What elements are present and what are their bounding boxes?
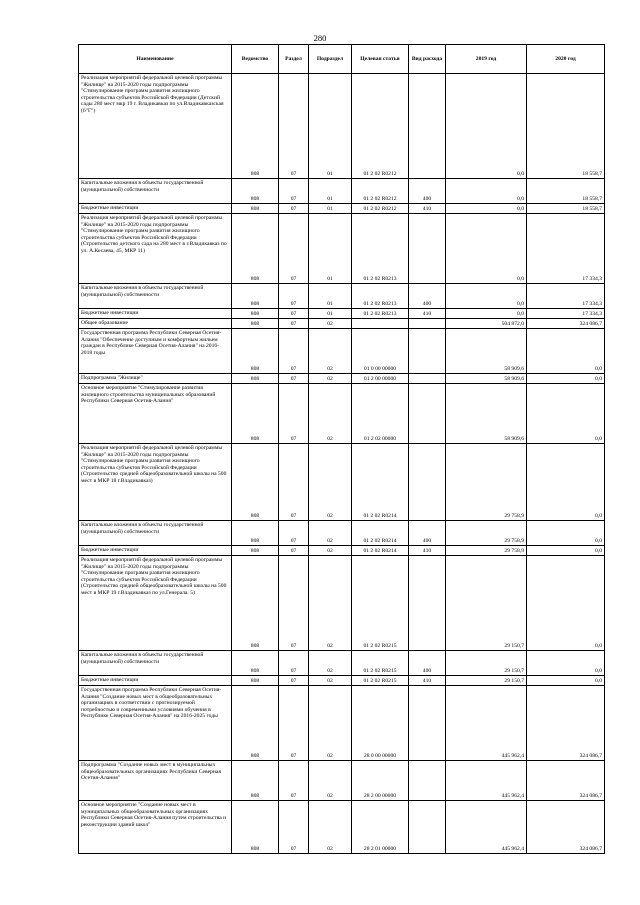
cell-target: 01 2 02 R0212	[352, 179, 409, 204]
cell-name: Государственная программа Республики Северная Осетия-Алания "Обеспечение доступным и комфортным жильем граждан в Республике Северная Осетия-Алания" на 2016-2018 годы	[79, 329, 232, 374]
cell-name: Капитальные вложения в объекты государственной (муниципальной) собственности	[79, 284, 232, 309]
table-row	[79, 521, 605, 546]
header-subsection: Подраздел	[309, 45, 352, 74]
cell-name: Реализация мероприятий федеральной целевой программы "Жилище" на 2015-2020 годы подпрограммы "Стимулирование программ развития жилищного строительства субъектов Российской Федерации (Детский сады 280 мест мкр 19 г. Владикавказ по ул.Владикавказская (6"Г")	[79, 74, 232, 179]
cell-2020: 324 086,7	[527, 761, 605, 801]
cell-subsection: 02	[309, 556, 352, 651]
cell-department: 808	[232, 556, 279, 651]
cell-subsection: 01	[309, 179, 352, 204]
cell-2019: 58 909,6	[446, 374, 527, 384]
cell-2020: 18 558,7	[527, 179, 605, 204]
cell-target: 01 2 02 00000	[352, 384, 409, 444]
cell-expense	[409, 801, 446, 854]
cell-section: 07	[279, 444, 309, 521]
cell-2020: 18 558,7	[527, 204, 605, 214]
cell-name: Реализация мероприятий федеральной целевой программы "Жилище" на 2015-2020 годы подпрограммы "Стимулирование программ развития жилищного строительства субъектов Российской Федерации (Строительство средней общеобразовательной школы на 500 мест в МКР 18 г.Владикавказ)	[79, 444, 232, 521]
cell-expense	[409, 686, 446, 761]
cell-subsection: 01	[309, 309, 352, 319]
cell-section: 07	[279, 284, 309, 309]
cell-section: 07	[279, 761, 309, 801]
cell-department: 808	[232, 74, 279, 179]
cell-section: 07	[279, 374, 309, 384]
cell-section: 07	[279, 214, 309, 284]
cell-subsection: 02	[309, 651, 352, 676]
cell-2020: 0,0	[527, 546, 605, 556]
cell-target: 01 2 02 R0212	[352, 74, 409, 179]
cell-2019: 29 150,7	[446, 651, 527, 676]
cell-department: 808	[232, 319, 279, 329]
cell-department: 808	[232, 676, 279, 686]
table-row	[79, 686, 605, 761]
cell-name: Капитальные вложения в объекты государственной (муниципальной) собственности	[79, 651, 232, 676]
cell-expense: 400	[409, 521, 446, 546]
cell-section: 07	[279, 546, 309, 556]
cell-2019: 504 872,0	[446, 319, 527, 329]
cell-section: 07	[279, 74, 309, 179]
cell-department: 808	[232, 214, 279, 284]
table-row	[79, 556, 605, 651]
cell-2020: 0,0	[527, 651, 605, 676]
cell-2019: 29 758,9	[446, 444, 527, 521]
cell-2019: 58 909,6	[446, 329, 527, 374]
cell-2019: 58 909,6	[446, 384, 527, 444]
cell-2020: 324 086,7	[527, 801, 605, 854]
cell-section: 07	[279, 319, 309, 329]
table-row	[79, 284, 605, 309]
page-number: 280	[313, 33, 327, 43]
table-row	[79, 676, 605, 686]
cell-2019: 445 962,4	[446, 761, 527, 801]
cell-expense	[409, 384, 446, 444]
cell-target: 01 2 02 R0213	[352, 284, 409, 309]
cell-2020: 324 086,7	[527, 319, 605, 329]
cell-expense	[409, 761, 446, 801]
cell-2019: 445 962,4	[446, 686, 527, 761]
cell-section: 07	[279, 801, 309, 854]
table-row	[79, 651, 605, 676]
cell-target: 01 2 02 R0215	[352, 556, 409, 651]
cell-name: Основное мероприятие "Стимулирование развития жилищного строительства муниципальных образований Республики Северная Осетия-Алания"	[79, 384, 232, 444]
cell-name: Основное мероприятие "Создание новых мест в муниципальных общеобразовательных организациях Республики Северная Осетия-Алания путем строительства и реконструкции зданий школ"	[79, 801, 232, 854]
cell-2020: 17 334,3	[527, 214, 605, 284]
cell-subsection: 02	[309, 374, 352, 384]
cell-expense: 410	[409, 204, 446, 214]
cell-department: 808	[232, 309, 279, 319]
table-row	[79, 374, 605, 384]
cell-department: 808	[232, 521, 279, 546]
cell-target: 01 2 02 R0213	[352, 214, 409, 284]
cell-expense: 410	[409, 676, 446, 686]
cell-section: 07	[279, 309, 309, 319]
table-row	[79, 319, 605, 329]
cell-subsection: 01	[309, 214, 352, 284]
cell-subsection: 02	[309, 801, 352, 854]
cell-2019: 29 758,9	[446, 546, 527, 556]
cell-name: Капитальные вложения в объекты государственной (муниципальной) собственности	[79, 521, 232, 546]
cell-name: Реализация мероприятий федеральной целевой программы "Жилище" на 2015-2020 годы подпрограммы "Стимулирование программ развития жилищного строительства субъектов Российской Федерации (Строительство детского сада на 280 мест в г.Владикавказ по ул. А.Кесаева, 45, МКР 11)	[79, 214, 232, 284]
cell-department: 808	[232, 374, 279, 384]
cell-name: Бюджетные инвестиции	[79, 204, 232, 214]
cell-subsection: 02	[309, 384, 352, 444]
table-row	[79, 384, 605, 444]
cell-2020: 0,0	[527, 676, 605, 686]
cell-expense	[409, 444, 446, 521]
cell-subsection: 02	[309, 546, 352, 556]
table-row	[79, 801, 605, 854]
cell-2019: 0,0	[446, 179, 527, 204]
cell-2020: 0,0	[527, 374, 605, 384]
cell-subsection: 01	[309, 284, 352, 309]
cell-target: 01 2 02 R0212	[352, 204, 409, 214]
cell-expense	[409, 556, 446, 651]
cell-target: 01 0 00 00000	[352, 329, 409, 374]
cell-2019: 0,0	[446, 284, 527, 309]
cell-expense	[409, 214, 446, 284]
header-2019: 2019 год	[446, 45, 527, 74]
table-row	[79, 329, 605, 374]
cell-2020: 18 558,7	[527, 74, 605, 179]
cell-section: 07	[279, 204, 309, 214]
cell-subsection: 02	[309, 686, 352, 761]
cell-section: 07	[279, 521, 309, 546]
cell-2020: 0,0	[527, 384, 605, 444]
table-row	[79, 74, 605, 179]
cell-department: 808	[232, 444, 279, 521]
cell-2020: 17 334,3	[527, 284, 605, 309]
header-target: Целевая статья	[352, 45, 409, 74]
cell-name: Бюджетные инвестиции	[79, 676, 232, 686]
cell-subsection: 02	[309, 676, 352, 686]
cell-department: 808	[232, 204, 279, 214]
header-section: Раздел	[279, 45, 309, 74]
cell-subsection: 02	[309, 521, 352, 546]
cell-2020: 17 334,3	[527, 309, 605, 319]
header-2020: 2020 год	[527, 45, 605, 74]
cell-target	[352, 319, 409, 329]
cell-department: 808	[232, 801, 279, 854]
cell-name: Бюджетные инвестиции	[79, 309, 232, 319]
cell-subsection: 02	[309, 329, 352, 374]
cell-section: 07	[279, 676, 309, 686]
cell-name: Подпрограмма "Жилище"	[79, 374, 232, 384]
cell-section: 07	[279, 556, 309, 651]
cell-2019: 445 962,4	[446, 801, 527, 854]
table-row	[79, 309, 605, 319]
cell-2020: 0,0	[527, 556, 605, 651]
table-row	[79, 214, 605, 284]
table-row	[79, 546, 605, 556]
cell-department: 808	[232, 179, 279, 204]
cell-2019: 0,0	[446, 309, 527, 319]
cell-section: 07	[279, 651, 309, 676]
table-row	[79, 204, 605, 214]
cell-target: 01 2 02 R0215	[352, 676, 409, 686]
cell-2019: 0,0	[446, 74, 527, 179]
cell-expense	[409, 374, 446, 384]
cell-subsection: 01	[309, 74, 352, 179]
cell-subsection: 01	[309, 204, 352, 214]
cell-department: 808	[232, 761, 279, 801]
header-name: Наименование	[79, 45, 232, 74]
cell-target: 01 2 02 R0214	[352, 521, 409, 546]
cell-target: 01 2 02 R0214	[352, 546, 409, 556]
cell-department: 808	[232, 546, 279, 556]
cell-department: 808	[232, 329, 279, 374]
header-expense: Вид расхода	[409, 45, 446, 74]
cell-department: 808	[232, 651, 279, 676]
cell-subsection: 02	[309, 761, 352, 801]
cell-target: 01 2 02 R0213	[352, 309, 409, 319]
cell-2020: 324 086,7	[527, 686, 605, 761]
cell-2019: 29 150,7	[446, 676, 527, 686]
cell-section: 07	[279, 179, 309, 204]
cell-2020: 0,0	[527, 521, 605, 546]
cell-section: 07	[279, 686, 309, 761]
cell-2019: 0,0	[446, 204, 527, 214]
cell-target: 01 2 00 00000	[352, 374, 409, 384]
cell-expense: 410	[409, 309, 446, 319]
cell-department: 808	[232, 384, 279, 444]
cell-expense	[409, 319, 446, 329]
cell-expense: 400	[409, 284, 446, 309]
table-row	[79, 179, 605, 204]
cell-department: 808	[232, 686, 279, 761]
table-body	[79, 74, 605, 854]
cell-name: Реализация мероприятий федеральной целевой программы "Жилище" на 2015-2020 годы подпрограммы "Стимулирование программ развития жилищного строительства субъектов Российской Федерации (Строительство средней общеобразовательной школы на 500 мест в МКР 19 г.Владикавказ по ул.Генерала. 5)	[79, 556, 232, 651]
cell-2019: 29 758,9	[446, 521, 527, 546]
table-header-row	[79, 45, 605, 74]
table-row	[79, 444, 605, 521]
table-row	[79, 761, 605, 801]
cell-target: 28 2 00 00000	[352, 761, 409, 801]
cell-target: 01 2 02 R0214	[352, 444, 409, 521]
cell-name: Государственная программа Республики Северная Осетия-Алания "Создание новых мест в общеобразовательных организациях в соответствии с прогнозируемой потребностью и современными условиями обучения в Республике Северная Осетия-Алания" на 2016-2025 годы	[79, 686, 232, 761]
cell-2019: 29 150,7	[446, 556, 527, 651]
cell-section: 07	[279, 329, 309, 374]
cell-section: 07	[279, 384, 309, 444]
cell-expense	[409, 74, 446, 179]
cell-target: 28 2 01 00000	[352, 801, 409, 854]
cell-2019: 0,0	[446, 214, 527, 284]
cell-expense: 410	[409, 546, 446, 556]
cell-name: Общее образование	[79, 319, 232, 329]
cell-target: 28 0 00 00000	[352, 686, 409, 761]
cell-subsection: 02	[309, 319, 352, 329]
cell-target: 01 2 02 R0215	[352, 651, 409, 676]
cell-name: Капитальные вложения в объекты государственной (муниципальной) собственности	[79, 179, 232, 204]
cell-expense: 400	[409, 651, 446, 676]
budget-table	[78, 44, 605, 854]
cell-name: Бюджетные инвестиции	[79, 546, 232, 556]
cell-subsection: 02	[309, 444, 352, 521]
cell-2020: 0,0	[527, 329, 605, 374]
cell-department: 808	[232, 284, 279, 309]
header-department: Ведомство	[232, 45, 279, 74]
cell-2020: 0,0	[527, 444, 605, 521]
cell-expense: 400	[409, 179, 446, 204]
cell-expense	[409, 329, 446, 374]
cell-name: Подпрограмма "Создание новых мест в муниципальных общеобразовательных организациях Республики Северная Осетия-Алания"	[79, 761, 232, 801]
